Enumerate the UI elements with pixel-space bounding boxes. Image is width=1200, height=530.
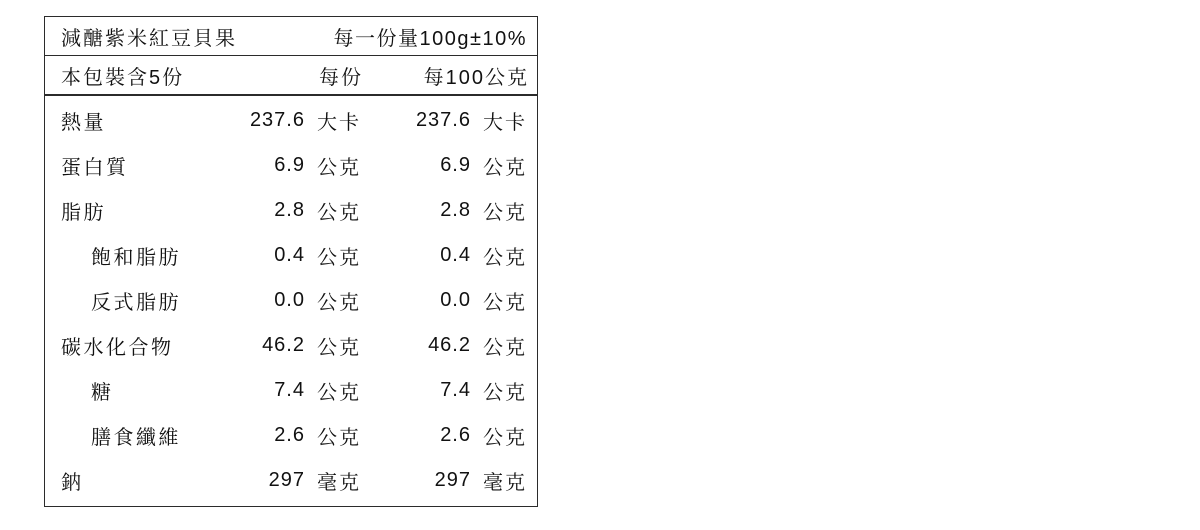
per-100g-value: 0.0 <box>440 289 471 311</box>
per-100g-value: 0.4 <box>440 244 471 266</box>
nutrition-label <box>44 16 538 507</box>
per-100g-unit: 公克 <box>483 427 527 449</box>
nutrition-row <box>45 143 537 188</box>
nutrient-label: 脂肪 <box>61 202 106 224</box>
nutrition-row <box>45 323 537 368</box>
per-serving-unit: 公克 <box>317 292 361 314</box>
per-100g-unit: 公克 <box>483 292 527 314</box>
per-100g-value: 2.8 <box>440 199 471 221</box>
nutrient-label: 熱量 <box>61 112 106 134</box>
per-serving-unit: 大卡 <box>317 112 361 134</box>
per-100g-unit: 毫克 <box>483 472 527 494</box>
nutrition-row <box>45 98 537 143</box>
column-header-per-100g: 每100公克 <box>423 66 529 89</box>
per-100g-value: 237.6 <box>415 109 471 131</box>
serving-size-label: 每一份量100g±10% <box>333 27 527 50</box>
nutrition-row <box>45 233 537 278</box>
nutrition-rows <box>45 96 537 506</box>
column-header-per-serving: 每份 <box>319 66 363 89</box>
per-serving-unit: 毫克 <box>317 472 361 494</box>
header-row-columns <box>45 56 537 96</box>
nutrition-row <box>45 458 537 503</box>
per-serving-value: 237.6 <box>249 109 305 131</box>
product-title: 減醣紫米紅豆貝果 <box>61 27 237 50</box>
per-100g-value: 46.2 <box>428 334 471 356</box>
per-100g-value: 6.9 <box>440 154 471 176</box>
per-serving-unit: 公克 <box>317 427 361 449</box>
nutrition-row <box>45 368 537 413</box>
per-serving-unit: 公克 <box>317 337 361 359</box>
nutrient-label: 鈉 <box>61 472 84 494</box>
nutrition-row <box>45 188 537 233</box>
per-100g-value: 297 <box>434 469 471 491</box>
per-100g-unit: 公克 <box>483 247 527 269</box>
per-serving-unit: 公克 <box>317 382 361 404</box>
per-100g-unit: 大卡 <box>483 112 527 134</box>
per-100g-unit: 公克 <box>483 157 527 179</box>
per-serving-value: 0.0 <box>274 289 305 311</box>
nutrient-label: 膳食纖維 <box>91 427 181 449</box>
nutrient-label: 糖 <box>91 382 114 404</box>
per-serving-value: 6.9 <box>274 154 305 176</box>
servings-per-pack-label: 本包裝含5份 <box>61 66 185 89</box>
per-100g-unit: 公克 <box>483 337 527 359</box>
nutrient-label: 蛋白質 <box>61 157 129 179</box>
nutrient-label: 碳水化合物 <box>61 337 174 359</box>
per-100g-unit: 公克 <box>483 202 527 224</box>
per-serving-unit: 公克 <box>317 202 361 224</box>
nutrient-label: 飽和脂肪 <box>91 247 181 269</box>
nutrition-row <box>45 413 537 458</box>
nutrient-label: 反式脂肪 <box>91 292 181 314</box>
per-100g-value: 2.6 <box>440 424 471 446</box>
per-serving-value: 297 <box>268 469 305 491</box>
per-100g-value: 7.4 <box>440 379 471 401</box>
per-100g-unit: 公克 <box>483 382 527 404</box>
per-serving-value: 46.2 <box>262 334 305 356</box>
per-serving-value: 7.4 <box>274 379 305 401</box>
per-serving-unit: 公克 <box>317 247 361 269</box>
per-serving-value: 0.4 <box>274 244 305 266</box>
per-serving-value: 2.6 <box>274 424 305 446</box>
per-serving-value: 2.8 <box>274 199 305 221</box>
per-serving-unit: 公克 <box>317 157 361 179</box>
header-row-title <box>45 17 537 56</box>
nutrition-row <box>45 278 537 323</box>
